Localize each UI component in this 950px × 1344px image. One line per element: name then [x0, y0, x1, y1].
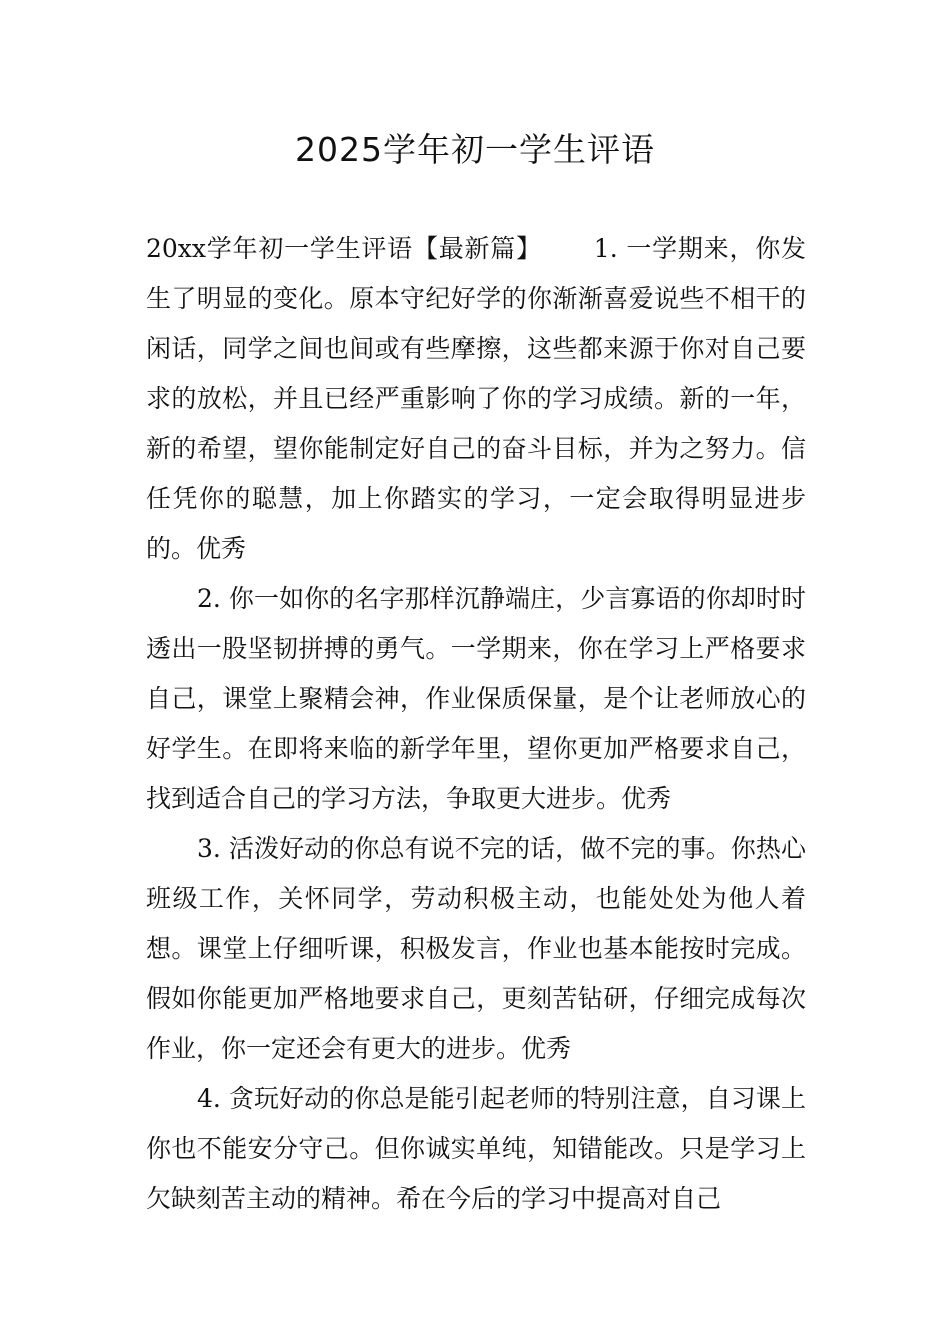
- paragraph-4: 4. 贪玩好动的你总是能引起老师的特别注意，自习课上你也不能安分守己。但你诚实单纯，知错能改。只是学习上欠缺刻苦主动的精神。希在今后的学习中提高对自己: [146, 1084, 806, 1213]
- document-title: 2025学年初一学生评语: [295, 130, 655, 169]
- paragraph-3: 3. 活泼好动的你总有说不完的话，做不完的事。你热心班级工作，关怀同学，劳动积极主动，也能处处为他人着想。课堂上仔细听课，积极发言，作业也基本能按时完成。假如你能更加严格地要求自己，更刻苦钻研，仔细完成每次作业，你一定还会有更大的进步。优秀: [146, 834, 806, 1063]
- document-body: [146, 224, 806, 1224]
- paragraph-1-text: 1. 一学期来，你发生了明显的变化。原本守纪好学的你渐渐喜爱说些不相干的闲话，同学之间也间或有些摩擦，这些都来源于你对自己要求的放松，并且已经严重影响了你的学习成绩。新的一年，新的希望，望你能制定好自己的奋斗目标，并为之努力。信任凭你的聪慧，加上你踏实的学习，一定会取得明显进步的。优秀: [146, 234, 806, 563]
- document-heading: 20xx学年初一学生评语【最新篇】: [146, 234, 542, 263]
- paragraph-2: 2. 你一如你的名字那样沉静端庄，少言寡语的你却时时透出一股坚韧拼搏的勇气。一学期来，你在学习上严格要求自己，课堂上聚精会神，作业保质保量，是个让老师放心的好学生。在即将来临的新学年里，望你更加严格要求自己，找到适合自己的学习方法，争取更大进步。优秀: [146, 584, 806, 813]
- paragraph-1: [146, 224, 806, 574]
